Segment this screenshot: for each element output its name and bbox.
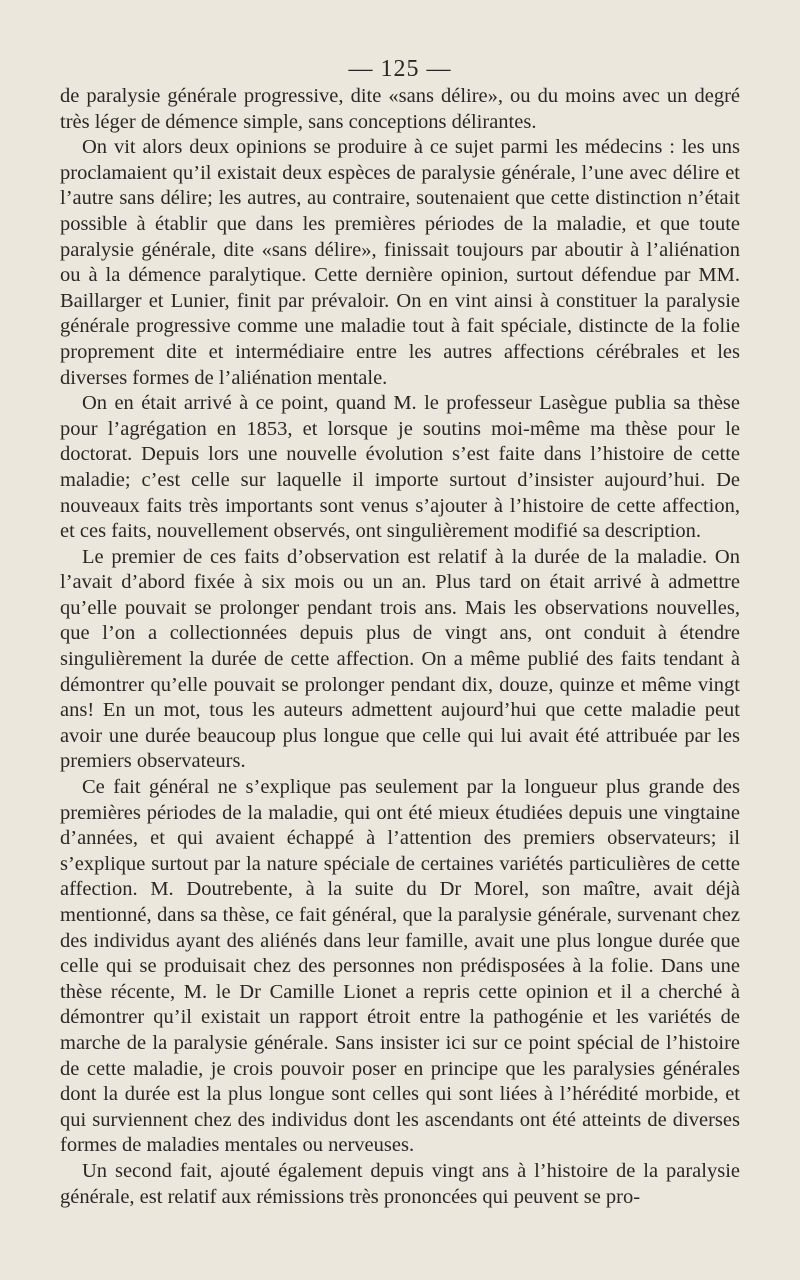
paragraph: On en était arrivé à ce point, quand M. le professeur Lasègue publia sa thèse pour l’agrégation en 1853, et lorsque je soutins moi-même ma thèse pour le doctorat. Depuis lors une nouvelle évolution s’est faite dans l’histoire de cette maladie; c’est celle sur laquelle il importe surtout d’insister aujourd’hui. De nouveaux faits très importants sont venus s’ajouter à l’histoire de cette affection, et ces faits, nouvellement observés, ont singulièrement modifié sa description. — [60, 392, 740, 543]
paragraph: Le premier de ces faits d’observation est relatif à la durée de la maladie. On l’avait d’abord fixée à six mois ou un an. Plus tard on était arrivé à admettre qu’elle pouvait se prolonger pendant trois ans. Mais les observations nouvelles, que l’on a collectionnées depuis plus de vingt ans, ont conduit à étendre singulièrement la durée de cette affection. On a même publié des faits tendant à démontrer qu’elle pouvait se prolonger pendant dix, douze, quinze et même vingt ans! En un mot, tous les auteurs admettent aujourd’hui que cette maladie peut avoir une durée beaucoup plus longue que celle qui lui avait été attribuée par les premiers observateurs. — [60, 545, 740, 773]
page-body — [60, 84, 740, 1210]
paragraph: On vit alors deux opinions se produire à ce sujet parmi les médecins : les uns proclamaient qu’il existait deux espèces de paralysie générale, l’une avec délire et l’autre sans délire; les autres, au contraire, soutenaient que cette distinction n’était possible à établir que dans les premières périodes de la maladie, et que toute paralysie générale, dite «sans délire», finissait toujours par aboutir à l’aliénation ou à la démence paralytique. Cette dernière opinion, surtout défendue par MM. Baillarger et Lunier, finit par prévaloir. On en vint ainsi à constituer la paralysie générale progressive comme une maladie tout à fait spéciale, distincte de la folie proprement dite et intermédiaire entre les autres affections cérébrales et les diverses formes de l’aliénation mentale. — [60, 136, 740, 389]
paragraph: Ce fait général ne s’explique pas seulement par la longueur plus grande des premières périodes de la maladie, qui ont été mieux étudiées depuis une vingtaine d’années, et qui avaient échappé à l’attention des premiers observateurs; il s’explique surtout par la nature spéciale de certaines variétés particulières de cette affection. M. Doutrebente, à la suite du Dr Morel, son maître, avait déjà mentionné, dans sa thèse, ce fait général, que la paralysie générale, survenant chez des individus ayant des aliénés dans leur famille, avait une plus longue durée que celle qui se produisait chez des personnes non prédisposées à la folie. Dans une thèse récente, M. le Dr Camille Lionet a repris cette opinion et il a cherché à démontrer qu’il existait un rapport étroit entre la pathogénie et les variétés de marche de la paralysie générale. Sans insister ici sur ce point spécial de l’histoire de cette maladie, je crois pouvoir poser en principe que les paralysies générales dont la durée est la plus longue sont celles qui sont liées à l’hérédité morbide, et qui surviennent chez des individus dont les ascendants ont été atteints de diverses formes de maladies mentales ou nerveuses. — [60, 776, 740, 1157]
paragraph: Un second fait, ajouté également depuis vingt ans à l’histoire de la paralysie générale, est relatif aux rémissions très prononcées qui peuvent se pro- — [60, 1159, 740, 1208]
page-number: — 125 — — [348, 56, 452, 82]
paragraph: de paralysie générale progressive, dite «sans délire», ou du moins avec un degré très léger de démence simple, sans conceptions délirantes. — [60, 85, 740, 133]
